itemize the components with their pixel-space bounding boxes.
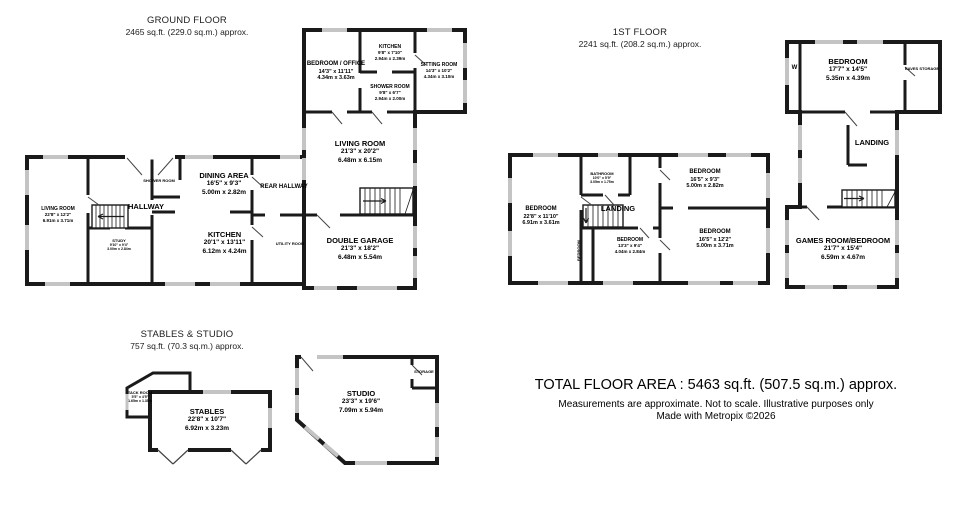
- room-dims-imperial: 16'5" x 12'2": [698, 236, 732, 243]
- room-name: SHOWER ROOM: [143, 178, 175, 183]
- room-label-ff-eaves-storage: [904, 66, 940, 71]
- room-label-ff-wardrobe: [789, 65, 800, 73]
- room-dims-metric: 6.12m x 4.24m: [202, 247, 247, 255]
- room-dims-metric: 6.48m x 5.54m: [337, 253, 383, 261]
- room-dims-imperial: 16'5" x 9'3": [690, 176, 720, 183]
- staircase: [842, 190, 895, 207]
- section-area: 757 sq.ft. (70.3 sq.m.) approx.: [130, 341, 244, 351]
- room-dims-imperial: 10'0" x 5'9": [592, 176, 612, 180]
- room-label-ff-landing-2: [848, 138, 896, 147]
- room-name: STUDY: [112, 238, 126, 243]
- room-label-ff-bedroom-2: [600, 237, 660, 255]
- room-name: KITCHEN: [378, 44, 402, 50]
- room-label-gf-rear-hallway: [258, 184, 310, 192]
- room-dims-imperial: 20'1" x 13'11": [203, 239, 246, 247]
- room-name: W: [791, 65, 798, 71]
- room-name: BEDROOM / OFFICE: [306, 61, 366, 67]
- room-label-gf-utility-room: [264, 241, 316, 246]
- room-dims-metric: 6.91m x 3.61m: [522, 220, 560, 227]
- room-name: BEDROOM: [828, 57, 868, 66]
- room-dims-metric: 6.59m x 4.67m: [820, 253, 866, 261]
- room-dims-imperial: 21'3" x 20'2": [340, 148, 380, 156]
- branding-note: Made with Metropix ©2026: [656, 411, 776, 422]
- room-dims-metric: 2.94m x 2.00m: [374, 95, 406, 101]
- room-label-gf-bedroom-office: [302, 61, 370, 82]
- room-name: TACK ROOM: [127, 390, 153, 395]
- room-name: SITTING ROOM: [420, 62, 458, 68]
- disclaimer-note: Measurements are approximate. Not to scale. Illustrative purposes only: [558, 399, 874, 410]
- room-dims-metric: 3.00m x 2.84m: [107, 247, 131, 252]
- room-dims-metric: 7.09m x 5.94m: [338, 406, 384, 414]
- room-dims-metric: 3.05m x 1.75m: [590, 180, 614, 185]
- room-label-ff-bedroom-1: [511, 206, 571, 227]
- room-dims-imperial: 22'8" x 10'7": [187, 416, 227, 424]
- room-dims-metric: 6.48m x 6.15m: [337, 156, 383, 164]
- section-title: STABLES & STUDIO: [140, 329, 234, 340]
- room-label-tack-room: [126, 390, 154, 404]
- room-label-ff-bathroom: [579, 171, 625, 185]
- room-dims-imperial: 23'3" x 19'6": [341, 398, 381, 406]
- room-label-gf-double-garage: [315, 236, 405, 262]
- room-label-gf-hallway: [121, 202, 171, 211]
- room-dims-metric: 6.92m x 3.23m: [184, 424, 230, 432]
- room-label-stables: [167, 407, 247, 433]
- room-dims-metric: 4.34m x 3.10m: [423, 73, 455, 79]
- first-floor-title: [515, 27, 765, 49]
- room-label-gf-living-room-2: [320, 139, 400, 165]
- room-dims-imperial: 5'5" x 4'5": [131, 395, 149, 399]
- room-dims-metric: 6.91m x 3.71m: [42, 217, 74, 223]
- room-label-ff-bedroom-3: [673, 169, 737, 190]
- room-name: BEDROOM: [525, 206, 557, 212]
- room-dims-imperial: 22'8" x 11'10": [523, 213, 559, 220]
- section-area: 2241 sq.ft. (208.2 sq.m.) approx.: [578, 39, 702, 49]
- room-dims-metric: 5.00m x 2.82m: [201, 188, 247, 196]
- room-name: BEDROOM: [699, 229, 731, 235]
- total-floor-area: TOTAL FLOOR AREA : 5463 sq.ft. (507.5 sq.m.) approx.: [534, 377, 898, 393]
- room-label-ff-bedroom-5: [809, 57, 887, 83]
- footer: [533, 377, 899, 422]
- room-name: GAMES ROOM/BEDROOM: [795, 236, 891, 245]
- room-label-gf-study: [91, 238, 147, 252]
- room-label-gf-dining-area: [184, 171, 264, 197]
- room-dims-metric: 4.04m x 2.84m: [614, 248, 646, 254]
- room-name: KITCHEN: [207, 230, 242, 239]
- room-label-ff-games-room: [791, 236, 895, 262]
- room-dims-metric: 5.00m x 2.82m: [686, 183, 724, 190]
- room-name: SHOWER ROOM: [370, 84, 410, 90]
- room-dims-imperial: 14'3" x 10'2": [425, 68, 453, 74]
- room-dims-imperial: 9'8" x 6'7": [379, 90, 401, 96]
- room-dims-metric: 1.65m x 1.35m: [128, 399, 152, 404]
- room-label-gf-living-room: [23, 206, 93, 224]
- room-name: BATHROOM: [590, 171, 614, 176]
- ground-floor-title: [62, 15, 312, 37]
- room-label-gf-kitchen-2: [364, 44, 416, 62]
- stables-studio-title: [62, 329, 312, 351]
- room-dims-imperial: 9'10" x 9'4": [109, 243, 129, 247]
- room-name: DOUBLE GARAGE: [326, 236, 394, 245]
- room-name: LIVING ROOM: [41, 206, 75, 212]
- room-name: LANDING: [854, 138, 890, 147]
- room-name: UTILITY ROOM: [275, 241, 305, 246]
- room-name: REAR HALLWAY: [260, 184, 308, 190]
- room-name: BEDROOM: [616, 237, 644, 243]
- room-name: LIVING ROOM: [334, 139, 386, 148]
- room-dims-imperial: 14'3" x 11'11": [318, 68, 354, 75]
- room-dims-imperial: 21'7" x 15'4": [823, 245, 863, 253]
- room-label-storage: [410, 369, 438, 374]
- room-label-gf-shower-room-2: [362, 84, 418, 102]
- room-name: BEDROOM: [689, 169, 721, 175]
- room-label-ff-landing: [594, 204, 642, 213]
- room-dims-imperial: 22'8" x 12'2": [44, 212, 72, 218]
- room-name: STORAGE: [414, 369, 434, 374]
- room-name: STABLES: [189, 407, 225, 416]
- room-name: STUDIO: [346, 389, 376, 398]
- section-area: 2465 sq.ft. (229.0 sq.m.) approx.: [125, 27, 249, 37]
- room-dims-imperial: 9'8" x 7'10": [378, 50, 402, 56]
- room-name: HALLWAY: [128, 202, 164, 211]
- section-title: 1ST FLOOR: [612, 27, 668, 38]
- room-label-gf-shower-room-small: [141, 178, 177, 183]
- staircase: [360, 188, 413, 214]
- room-label-ff-bedroom-small: BEDROOM: [576, 240, 581, 262]
- room-label-gf-sitting-room: [411, 62, 467, 80]
- room-name: DINING AREA: [199, 171, 249, 180]
- section-title: GROUND FLOOR: [147, 15, 227, 26]
- room-dims-imperial: 13'3" x 9'4": [618, 243, 642, 249]
- room-dims-imperial: 21'3" x 18'2": [340, 245, 380, 253]
- room-label-gf-kitchen: [182, 230, 267, 256]
- room-dims-imperial: 16'5" x 9'3": [206, 180, 242, 188]
- room-name: LANDING: [600, 204, 636, 213]
- room-dims-metric: 4.34m x 3.63m: [317, 75, 355, 82]
- room-label-studio: [319, 389, 403, 415]
- room-dims-metric: 5.00m x 3.71m: [696, 243, 734, 250]
- room-label-ff-bedroom-4: [683, 229, 747, 250]
- room-dims-metric: 5.35m x 4.39m: [825, 74, 871, 82]
- room-dims-imperial: 17'7" x 14'5": [828, 66, 868, 74]
- room-dims-metric: 2.94m x 2.39m: [374, 55, 406, 61]
- room-name: EAVES STORAGE: [904, 66, 940, 71]
